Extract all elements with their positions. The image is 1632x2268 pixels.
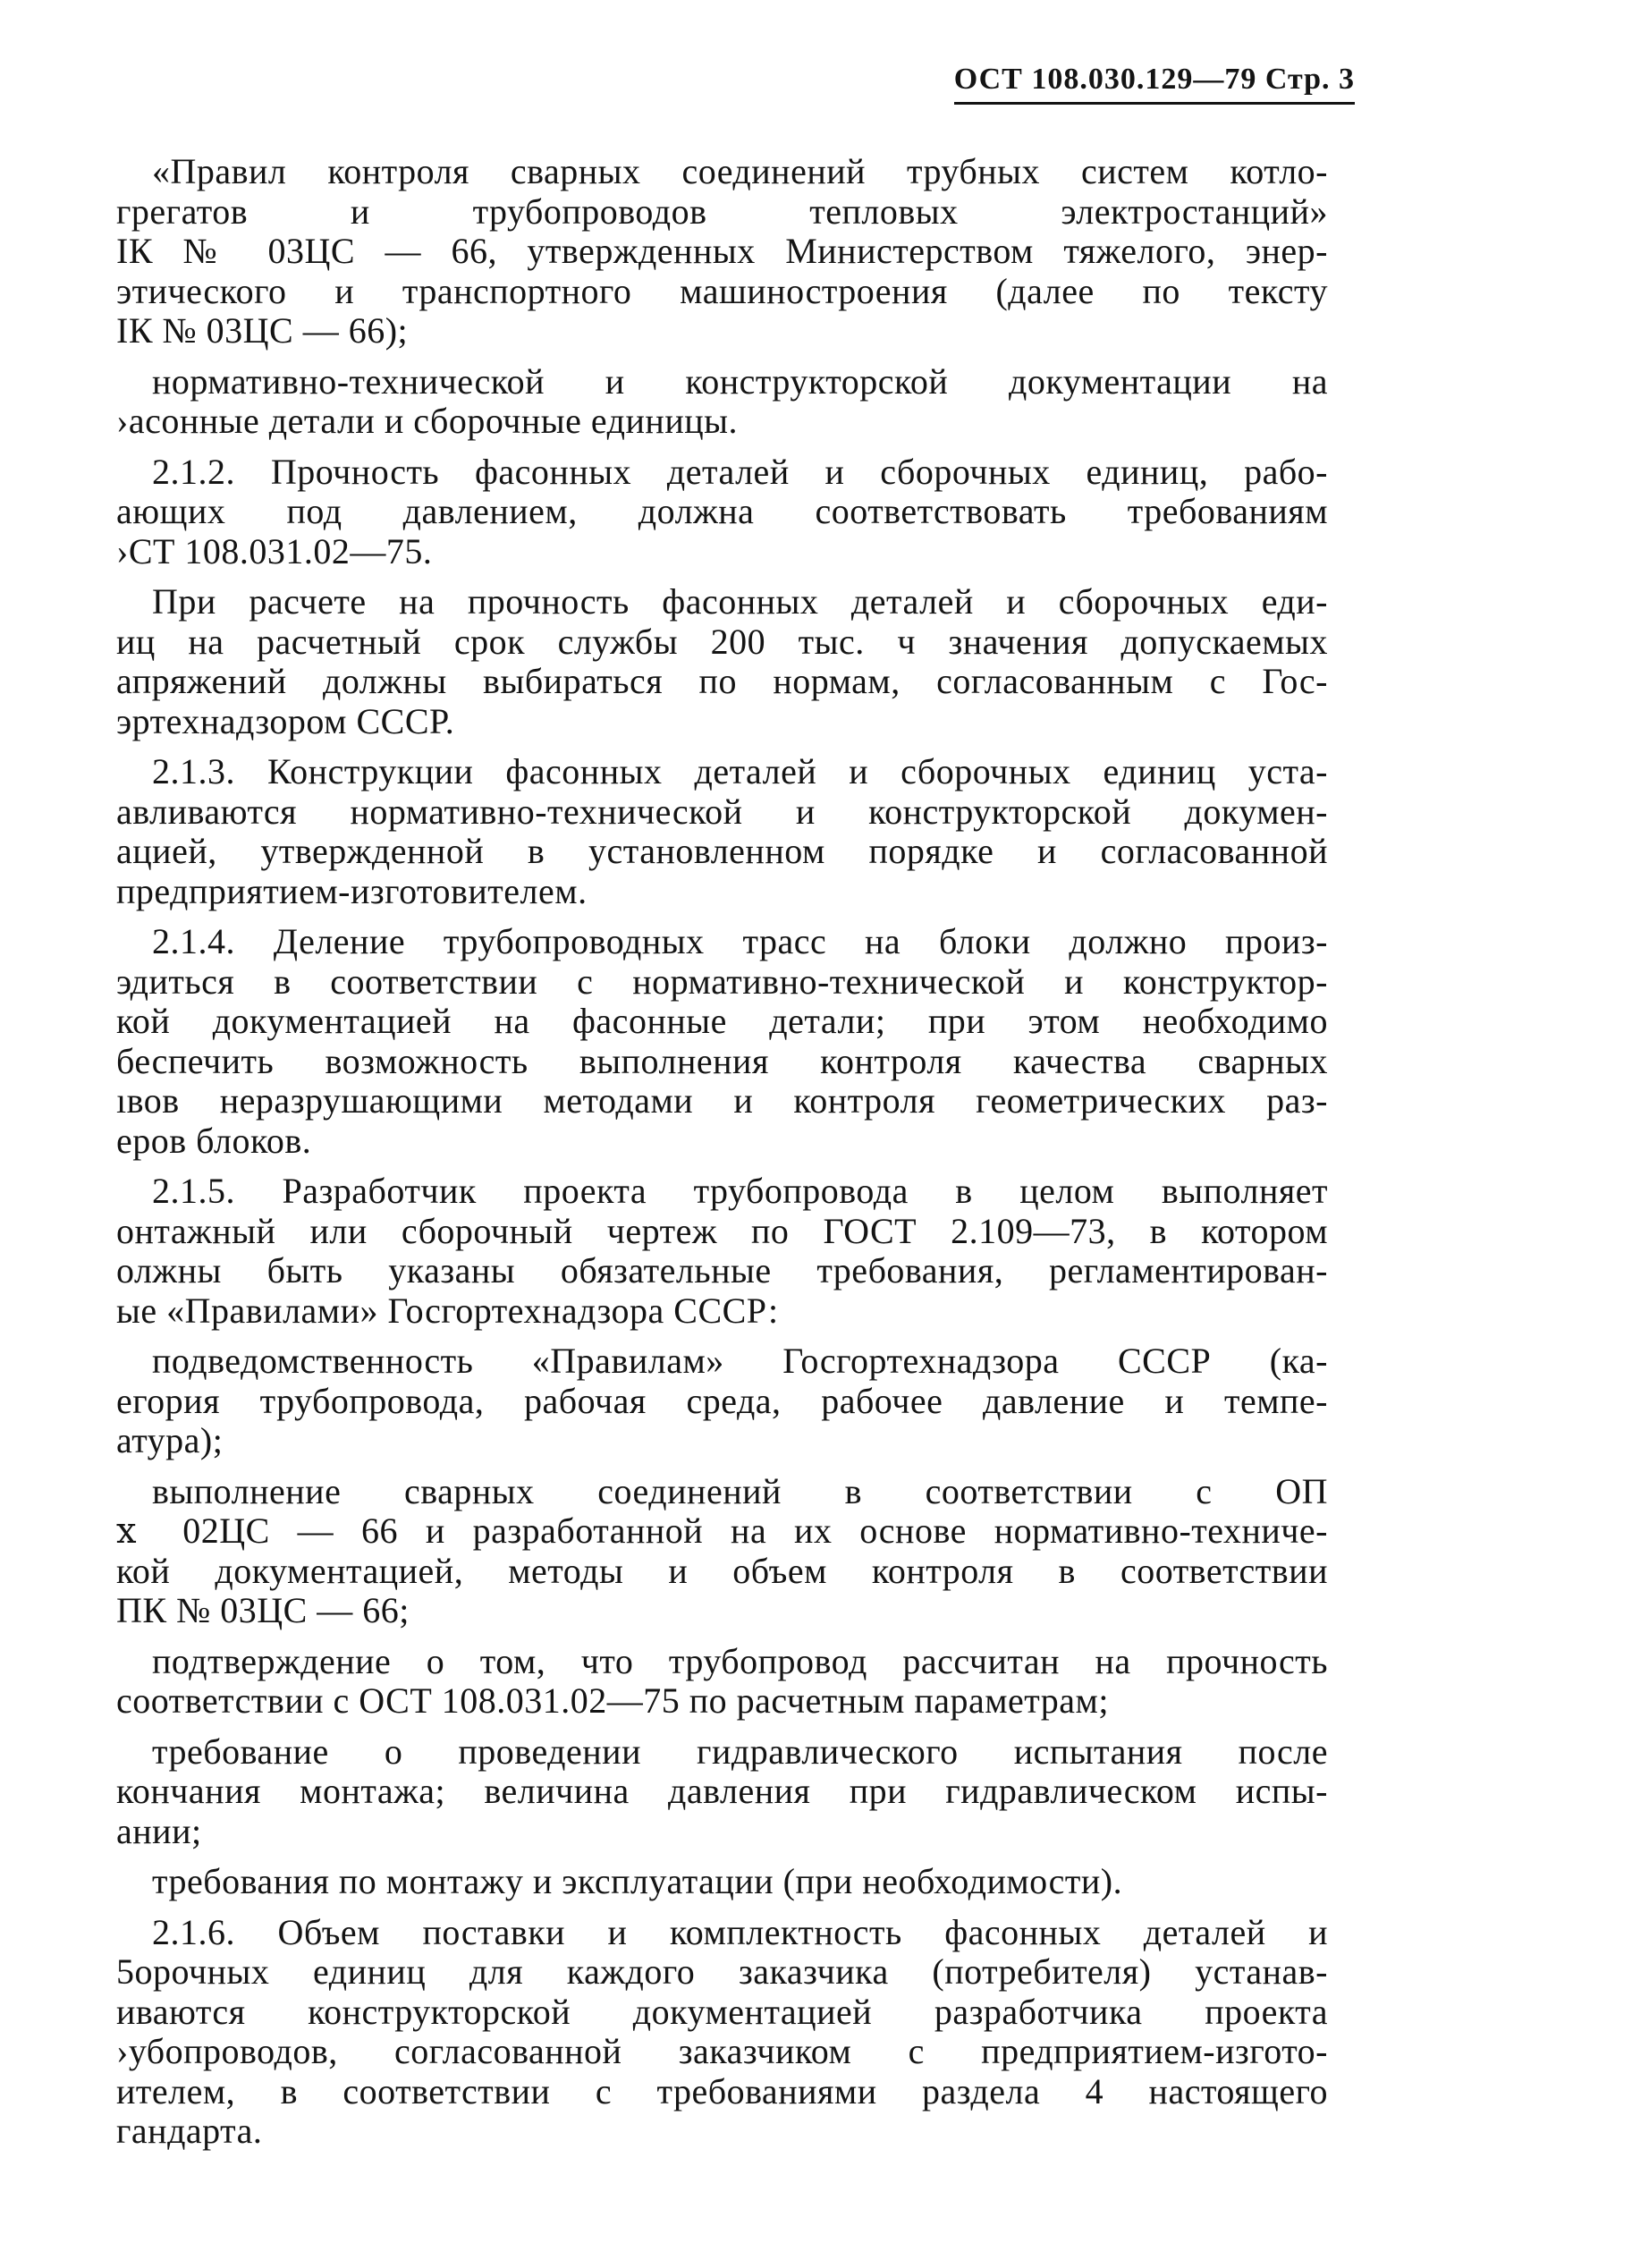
text-line: предприятием-изготовителем. [116, 870, 588, 911]
text-line: 2.1.5. Разработчик проекта трубопровода в целом выполняет [152, 1171, 1328, 1211]
text-line: 2.1.6. Объем поставки и комплектность фасонных деталей и [152, 1911, 1328, 1952]
document-body [116, 152, 1328, 2162]
paragraph-p9 [116, 1472, 1328, 1631]
text-line: соответствии с ОСТ 108.031.02—75 по расчетным параметрам; [116, 1680, 1109, 1721]
paragraph-p4 [116, 582, 1328, 741]
text-line: выполнение сварных соединений в соответствии с ОП [152, 1470, 1328, 1511]
text-line: иваются конструкторской документацией разработчика проекта [116, 1991, 1328, 2032]
page-header: ОСТ 108.030.129—79 Стр. 3 [954, 63, 1355, 105]
paragraph-p10 [116, 1642, 1328, 1722]
text-line: 5орочных единиц для каждого заказчика (потребителя) устанав- [116, 1951, 1328, 1992]
text-line: кончания монтажа; величина давления при гидравлическом испы- [116, 1771, 1328, 1811]
text-line: эдиться в соответствии с нормативно-технической и конструктор- [116, 961, 1328, 1002]
text-line: ›убопроводов, согласованной заказчиком с предприятием-изгото- [116, 2031, 1328, 2071]
paragraph-p1 [116, 152, 1328, 351]
paragraph-p8 [116, 1341, 1328, 1461]
paragraph-p5 [116, 752, 1328, 911]
text-line: При расчете на прочность фасонных деталей и сборочных еди- [152, 581, 1328, 622]
text-line: ающих под давлением, должна соответствовать требованиям [116, 491, 1328, 531]
text-line: подтверждение о том, что трубопровод рассчитан на прочность [152, 1640, 1328, 1681]
text-line: еров блоков. [116, 1120, 312, 1161]
text-line: требования по монтажу и эксплуатации (при необходимости). [152, 1861, 1123, 1901]
text-line: кой документацией на фасонные детали; при этом необходимо [116, 1001, 1328, 1041]
text-line: беспечить возможность выполнения контроля качества сварных [116, 1040, 1328, 1081]
text-line: 2.1.2. Прочность фасонных деталей и сборочных единиц, рабо- [152, 451, 1328, 492]
paragraph-p6 [116, 922, 1328, 1161]
text-line: IК № 03ЦС — 66); [116, 310, 409, 351]
text-line: авливаются нормативно-технической и конструкторской докумен- [116, 791, 1328, 832]
paragraph-p2 [116, 362, 1328, 442]
text-line: ителем, в соответствии с требованиями раздела 4 настоящего [116, 2070, 1328, 2111]
text-line: ⅹ 02ЦС — 66 и разработанной на их основе нормативно-техниче- [116, 1511, 1328, 1551]
text-line: олжны быть указаны обязательные требования, регламентирован- [116, 1250, 1328, 1291]
text-line: требование о проведении гидравлического испытания после [152, 1731, 1328, 1772]
text-line: иц на расчетный срок службы 200 тыс. ч значения допускаемых [116, 621, 1328, 662]
paragraph-p11 [116, 1732, 1328, 1852]
text-line: онтажный или сборочный чертеж по ГОСТ 2.109—73, в котором [116, 1210, 1328, 1251]
text-line: ›асонные детали и сборочные единицы. [116, 401, 739, 441]
text-line: ании; [116, 1810, 202, 1851]
text-line: «Правил контроля сварных соединений трубных систем котло- [152, 151, 1328, 191]
text-line: ПК № 03ЦС — 66; [116, 1590, 410, 1630]
text-line: 2.1.3. Конструкции фасонных деталей и сборочных единиц уста- [152, 751, 1328, 791]
text-line: IК № 03ЦС — 66, утвержденных Министерством тяжелого, энер- [116, 231, 1328, 271]
text-line: грегатов и трубопроводов тепловых электростанций» [116, 190, 1328, 232]
paragraph-p3 [116, 453, 1328, 572]
paragraph-p7 [116, 1172, 1328, 1331]
text-line: апряжений должны выбираться по нормам, согласованным с Гос- [116, 661, 1328, 701]
text-line: егория трубопровода, рабочая среда, рабочее давление и темпе- [116, 1380, 1328, 1421]
text-line: атура); [116, 1420, 224, 1460]
text-line: 2.1.4. Деление трубопроводных трасс на блоки должно произ- [152, 921, 1328, 961]
text-line: ые «Правилами» Госгортехнадзора СССР: [116, 1290, 779, 1331]
paragraph-p13 [116, 1913, 1328, 2152]
text-line: нормативно-технической и конструкторской документации на [152, 360, 1328, 402]
text-line: эртехнадзором СССР. [116, 700, 455, 741]
paragraph-p12 [116, 1862, 1328, 1902]
text-line: этического и транспортного машиностроения (далее по тексту [116, 270, 1328, 311]
text-line: ıвов неразрушающими методами и контроля геометрических раз- [116, 1080, 1328, 1121]
text-line: кой документацией, методы и объем контроля в соответствии [116, 1550, 1328, 1591]
text-line: ацией, утвержденной в установленном порядке и согласованной [116, 831, 1328, 871]
text-line: ›СТ 108.031.02—75. [116, 530, 433, 571]
text-line: гандарта. [116, 2111, 263, 2151]
text-line: подведомственность «Правилам» Госгортехнадзора СССР (ка- [152, 1341, 1328, 1381]
